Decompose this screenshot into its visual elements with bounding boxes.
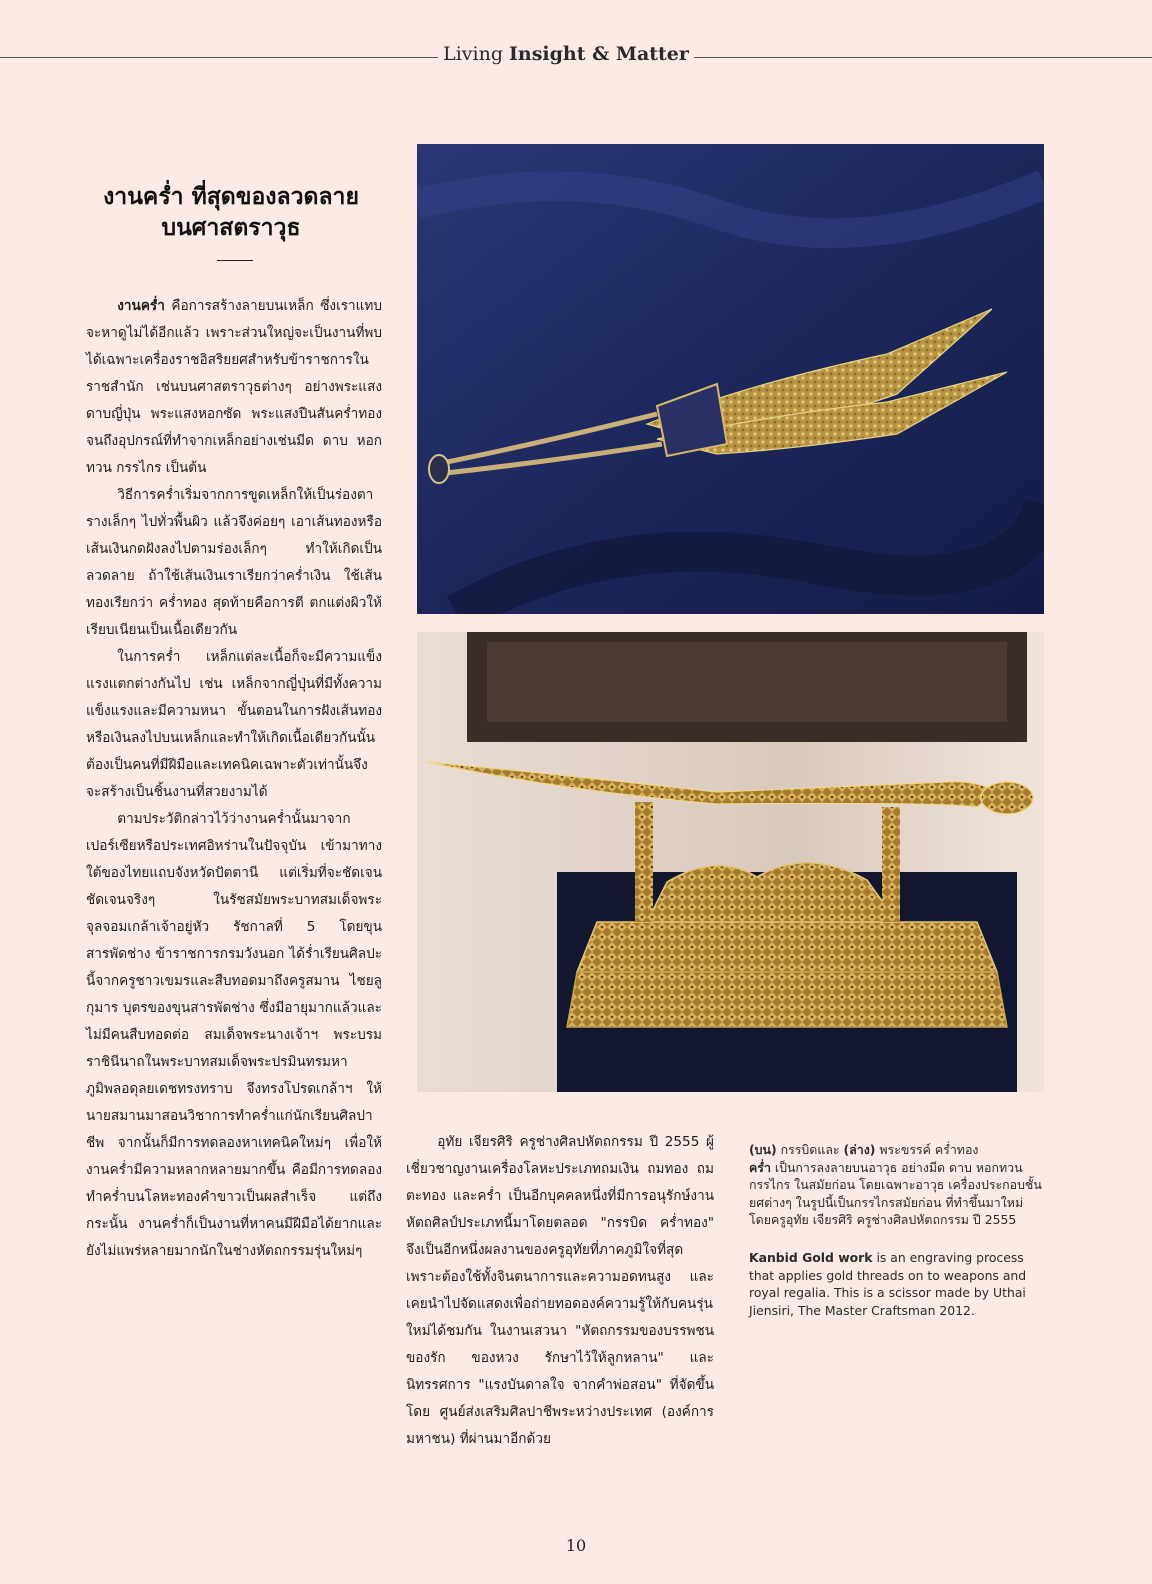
- page-number: 10: [565, 1536, 587, 1555]
- article-title-line-1: งานคร่ำ ที่สุดของลวดลาย: [103, 184, 359, 210]
- section-title-bold: Insight & Matter: [509, 43, 689, 65]
- paragraph: ตามประวัติกล่าวไว้ว่างานคร่ำนั้นมาจากเปอร์เซียหรือประเทศอิหร่านในปัจจุบัน เข้ามาทางใต้ของไทยแถบจังหวัดปัตตานี แต่เริ่มที่จะชัดเจนชัดเจนจริงๆ ในรัชสมัยพระบาทสมเด็จพระจุลจอมเกล้าเจ้าอยู่หัว รัชกาลที่ 5 โดยขุนสารพัดช่าง ข้าราชการกรมวังนอก ได้ร่ำเรียนศิลปะนี้จากครูชาวเขมรและสืบทอดมาถึงครูสมาน ไชยลูกุมาร บุตรของขุนสารพัดช่าง ซึ่งมีอายุมากแล้วและไม่มีคนสืบทอดต่อ สมเด็จพระนางเจ้าฯ พระบรมราชินีนาถในพระบาทสมเด็จพระปรมินทรมหาภูมิพลอดุลยเดชทรงทราบ จึงทรงโปรดเกล้าฯ ให้นายสมานมาสอนวิชาการทำคร่ำแก่นักเรียนศิลปาชีพ จากนั้นก็มีการทดลองหาเทคนิคใหม่ๆ เพื่อให้งานคร่ำมีความหลากหลายมากขึ้น คือมีการทดลองทำคร่ำบนโลหะทองคำขาวเป็นผลสำเร็จ แต่ถึงกระนั้น งานคร่ำก็เป็นงานที่หาคนมีฝีมือได้ยากและยังไม่แพร่หลายมากนักในช่างหัตถกรรมรุ่นใหม่ๆ: [86, 811, 382, 1259]
- magazine-section-title: [440, 43, 692, 65]
- scissors-illustration: [417, 144, 1044, 614]
- caption-en-lead: Kanbid Gold work: [749, 1250, 873, 1265]
- header-rule-right: [694, 57, 1152, 58]
- section-title-regular: Living: [443, 43, 503, 65]
- left-column-text: [86, 293, 382, 1265]
- article-title: [80, 182, 382, 244]
- paragraph: ในการคร่ำ เหล็กแต่ละเนื้อก็จะมีความแข็งแรงแตกต่างกันไป เช่น เหล็กจากญี่ปุ่นที่มีทั้งความแข็งแรงและมีความหนา ขั้นตอนในการฝังเส้นทองหรือเงินลงไปบนเหล็กและทำให้เกิดเนื้อเดียวกันนั้น ต้องเป็นคนที่มีฝีมือและเทคนิคเฉพาะตัวเท่านั้นจึงจะสร้างเป็นชิ้นงานที่สวยงามได้: [86, 649, 382, 800]
- middle-column-text: [406, 1129, 714, 1453]
- paragraph-lead: งานคร่ำ: [117, 298, 165, 314]
- photo-caption-english: Kanbid Gold work is an engraving process that applies gold threads on to weapons and royal regalia. This is a scissor made by Uthai Jiensiri, The Master Craftsman 2012.: [749, 1250, 1027, 1318]
- caption-bottom-tag: (ล่าง): [843, 1142, 876, 1157]
- paragraph: อุทัย เจียรศิริ ครูช่างศิลปหัตถกรรม ปี 2555 ผู้เชี่ยวชาญงานเครื่องโลหะประเภทถมเงิน ถมทอง ถมตะทอง และคร่ำ เป็นอีกบุคคลหนึ่งที่มีการอนุรักษ์งานหัตถศิลป์ประเภทนี้มาโดยตลอด "กรรบิด คร่ำทอง" จึงเป็นอีกหนึ่งผลงานของครูอุทัยที่ภาคภูมิใจที่สุด เพราะต้องใช้ทั้งจินตนาการและความอดทนสูง และเคยนำไปจัดแสดงเพื่อถ่ายทอดองค์ความรู้ให้กับคนรุ่นใหม่ได้ชมกัน ในงานเสวนา "หัตถกรรมของบรรพชน ของรัก ของหวง รักษาไว้ให้ลูกหลาน" และนิทรรศการ "แรงบันดาลใจ จากคำพ่อสอน" ที่จัดขึ้นโดย ศูนย์ส่งเสริมศิลปาชีพระหว่างประเทศ (องค์การมหาชน) ที่ผ่านมาอีกด้วย: [406, 1134, 714, 1447]
- header-rule-left: [0, 57, 438, 58]
- paragraph: วิธีการคร่ำเริ่มจากการขูดเหล็กให้เป็นร่องตารางเล็กๆ ไปทั่วพื้นผิว แล้วจึงค่อยๆ เอาเส้นทองหรือเส้นเงินกดฝังลงไปตามร่องเล็กๆ ทำให้เกิดเป็นลวดลาย ถ้าใช้เส้นเงินเราเรียกว่าคร่ำเงิน ใช้เส้นทองเรียกว่า คร่ำทอง สุดท้ายคือการตี ตกแต่งผิวให้เรียบเนียนเป็นเนื้อเดียวกัน: [86, 487, 382, 638]
- photo-caption-thai: (บน) กรรบิดและ (ล่าง) พระขรรค์ คร่ำทอง คร่ำ เป็นการลงลายบนอาวุธ อย่างมีด ดาบ หอกทวน กรรไกร ในสมัยก่อน โดยเฉพาะอาวุธ เครื่องประกอบชั้นยศต่างๆ ในรูปนี้เป็นกรรไกรสมัยก่อน ที่ทำขึ้นมาใหม่ โดยครูอุทัย เจียรศิริ ครูช่างศิลปหัตถกรรม ปี 2555: [749, 1142, 1042, 1227]
- caption-top-tag: (บน): [749, 1142, 777, 1157]
- caption-lead: คร่ำ: [749, 1159, 771, 1175]
- photo-sword: [417, 632, 1044, 1092]
- sword-illustration: [417, 632, 1044, 1092]
- article-title-line-2: บนศาสตราวุธ: [161, 215, 301, 241]
- title-divider: [217, 260, 253, 261]
- paragraph: งานคร่ำ คือการสร้างลายบนเหล็ก ซึ่งเราแทบจะหาดูไม่ได้อีกแล้ว เพราะส่วนใหญ่จะเป็นงานที่พบได้เฉพาะเครื่องราชอิสริยยศสำหรับข้าราชการในราชสำนัก เช่นบนศาสตราวุธต่างๆ อย่างพระแสงดาบญี่ปุ่น พระแสงหอกซัด พระแสงปืนสันคร่ำทอง จนถึงอุปกรณ์ที่ทำจากเหล็กอย่างเช่นมีด ดาบ หอกทวน กรรไกร เป็นต้น: [86, 298, 382, 476]
- photo-scissors: [417, 144, 1044, 614]
